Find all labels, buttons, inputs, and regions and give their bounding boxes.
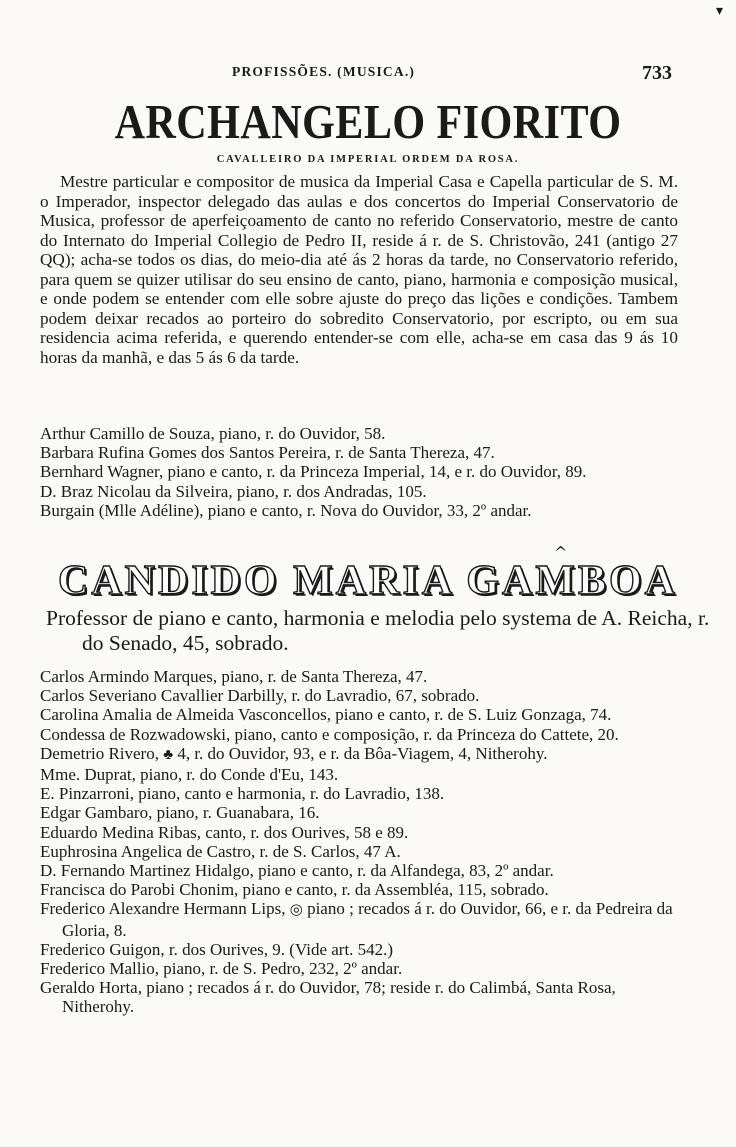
list-item: Frederico Mallio, piano, r. de S. Pedro, 232, 2º andar. xyxy=(40,959,403,979)
list-item: Carlos Severiano Cavallier Darbilly, r. do Lavradio, 67, sobrado. xyxy=(40,686,480,706)
entry-text: piano ; recados á r. do Ouvidor, 66, e r. da Pedreira da Gloria, 8. xyxy=(62,899,673,940)
list-item: Burgain (Mlle Adéline), piano e canto, r. Nova do Ouvidor, 33, 2º andar. xyxy=(40,500,532,520)
list-item: Eduardo Medina Ribas, canto, r. dos Ourives, 58 e 89. xyxy=(40,822,409,842)
list-item: E. Pinzarroni, piano, canto e harmonia, r. do Lavradio, 138. xyxy=(40,784,445,804)
list-item: Edgar Gambaro, piano, r. Guanabara, 16. xyxy=(40,803,320,823)
featured-name: ARCHANGELO FIORITO xyxy=(114,94,622,149)
bullseye-icon: ◎ xyxy=(289,902,303,919)
list-item: Condessa de Rozwadowski, piano, canto e composição, r. da Princeza do Cattete, 20. xyxy=(40,724,619,744)
advert-text: Professor de piano e canto, harmonia e melodia pelo systema de A. Reicha, r. do Senado, 45, sobrado. xyxy=(46,606,710,655)
list-item: Bernhard Wagner, piano e canto, r. da Princeza Imperial, 14, e r. do Ouvidor, 89. xyxy=(40,462,587,482)
list-item: Euphrosina Angelica de Castro, r. de S. Carlos, 47 A. xyxy=(40,841,401,861)
advert-name: CANDIDO MARIA GAMBOA xyxy=(58,558,678,604)
list-item: D. Braz Nicolau da Silveira, piano, r. dos Andradas, 105. xyxy=(40,481,427,501)
list-item: Carlos Armindo Marques, piano, r. de Santa Thereza, 47. xyxy=(40,667,428,686)
featured-subtitle: CAVALLEIRO DA IMPERIAL ORDEM DA ROSA. xyxy=(216,154,520,165)
list-item: D. Fernando Martinez Hidalgo, piano e canto, r. da Alfandega, 83, 2º andar. xyxy=(40,861,554,881)
page-number: 733 xyxy=(642,62,672,84)
list-item: Arthur Camillo de Souza, piano, r. do Ouvidor, 58. xyxy=(40,424,386,443)
club-icon: ♣ xyxy=(163,746,174,763)
entry-text: Demetrio Rivero, xyxy=(40,743,164,763)
list-item: Mme. Duprat, piano, r. do Conde d'Eu, 143. xyxy=(40,765,339,785)
list-item xyxy=(40,899,680,939)
list-item: Carolina Amalia de Almeida Vasconcellos, piano e canto, r. de S. Luiz Gonzaga, 74. xyxy=(40,705,612,725)
list-item: Frederico Guigon, r. dos Ourives, 9. (Vide art. 542.) xyxy=(40,939,394,959)
list-item xyxy=(40,744,680,765)
running-head xyxy=(0,62,736,86)
list-item: Francisca do Parobi Chonim, piano e canto, r. da Assembléa, 115, sobrado. xyxy=(40,880,549,900)
section-title: PROFISSÕES. (MUSICA.) xyxy=(232,64,416,79)
entry-list-a xyxy=(40,424,680,520)
circumflex-mark: ^ xyxy=(554,543,568,562)
featured-bio: Mestre particular e compositor de musica da Imperial Casa e Capella particular de S. M. o Imperador, inspector delegado das aulas e dos concertos do Imperial Conservatorio de Musica, professor de aperfeiçoamento de canto no referido Conservatorio, mestre de canto do Internato do Imperial Collegio de Pedro II, reside á r. de S. Christovão, 241 (antigo 27 QQ); acha-se todos os dias, do meio-dia até ás 2 horas da tarde, no Conservatorio referido, para quem se quizer utilisar do seu ensino de canto, piano, harmonia e composição musical, e onde podem se entender com elle sobre ajuste do preço das lições e condições. Tambem podem deixar recados ao porteiro do sobredito Conservatorio, por escripto, ou em sua residencia acima referida, e querendo entender-se com elle, acha-se em casa das 9 ás 10 horas da manhã, e das 5 ás 6 da tarde. xyxy=(40,172,678,367)
entry-text: 4, r. do Ouvidor, 93, e r. da Bôa-Viagem, 4, Nitherohy. xyxy=(173,743,548,763)
list-item: Geraldo Horta, piano ; recados á r. do Ouvidor, 78; reside r. do Calimbá, Santa Rosa, Nitherohy. xyxy=(40,978,616,1017)
entry-text: Frederico Alexandre Hermann Lips, xyxy=(40,899,290,919)
entry-list-b xyxy=(40,667,680,1017)
corner-mark: ▾ xyxy=(716,3,724,19)
list-item: Barbara Rufina Gomes dos Santos Pereira, r. de Santa Thereza, 47. xyxy=(40,443,495,463)
